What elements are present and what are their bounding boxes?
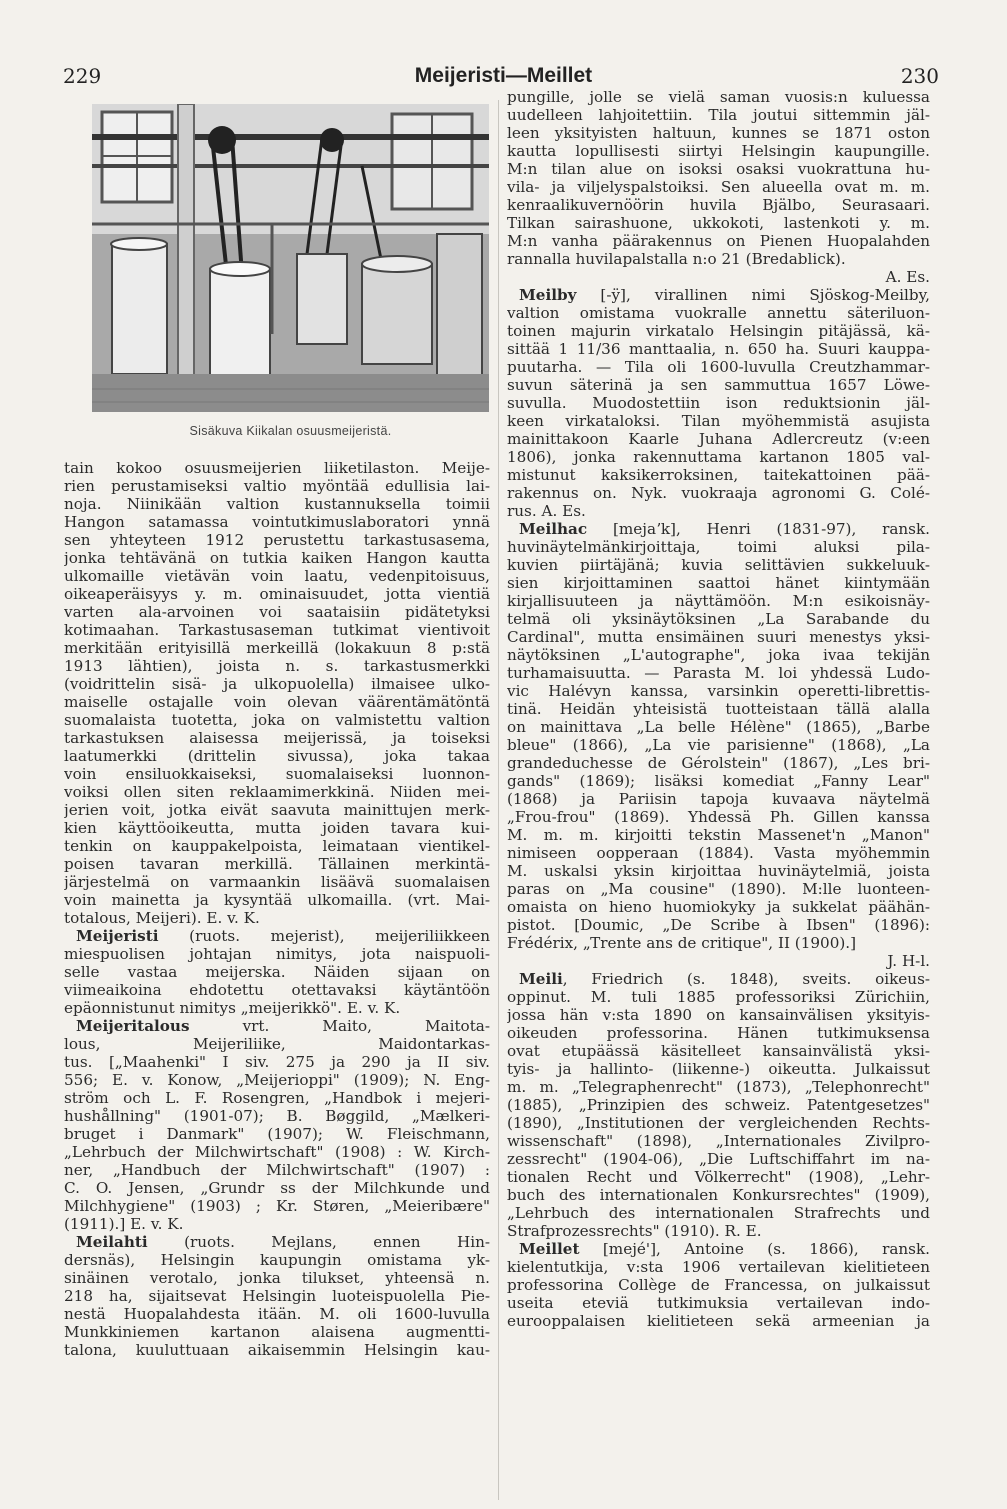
text-line: bruget i Danmark" (1907); W. Fleischmann, bbox=[64, 1125, 490, 1143]
text-line: kotimaahan. Tarkastusaseman tutkimat vientivoit bbox=[64, 621, 490, 639]
text-line: on mainittava „La belle Hélène" (1865), „Barbe bbox=[507, 718, 930, 736]
text-line: kien käyttöoikeutta, mutta joiden tavara kui- bbox=[64, 819, 490, 837]
text-line: kenraalikuvernöörin huvila Bjälbo, Seurasaari. bbox=[507, 196, 930, 214]
text-line: rien perustamiseksi valtio myöntää edullisia lai- bbox=[64, 477, 490, 495]
figure-caption: Sisäkuva Kiikalan osuusmeijeristä. bbox=[189, 424, 392, 438]
text-line: (1868) ja Pariisin tapoja kuvaava näytelmä bbox=[507, 790, 930, 808]
text-line: lous, Meijeriliike, Maidontarkas- bbox=[64, 1035, 490, 1053]
text-line: ner, „Handbuch der Milchwirtschaft" (1907) : bbox=[64, 1161, 490, 1179]
headword: Meilhac bbox=[519, 520, 588, 538]
text-line: hushållning" (1901-07); B. Bøggild, „Mælkeri- bbox=[64, 1107, 490, 1125]
text-line: 218 ha, sijaitsevat Helsingin luoteispuolella Pie- bbox=[64, 1287, 490, 1305]
text-line: Meijeritalous vrt. Maito, Maitota- bbox=[76, 1017, 490, 1035]
text-line: bleue" (1866), „La vie parisienne" (1868), „La bbox=[507, 736, 930, 754]
text-line: M. uskalsi yksin kirjoittaa huvinäytelmiä, joista bbox=[507, 862, 930, 880]
text-line: telmä oli yksinäytöksinen „La Sarabande du bbox=[507, 610, 930, 628]
text-line: valtion omistama vuokralle annettu säteriluon- bbox=[507, 304, 930, 322]
text-line: ström och L. F. Rosengren, „Handbok i mejeri- bbox=[64, 1089, 490, 1107]
text-line: sittää 1 11/36 manttaalia, n. 650 ha. Suuri kauppa- bbox=[507, 340, 930, 358]
text-line: Hangon satamassa vointutkimuslaboratori ynnä bbox=[64, 513, 490, 531]
text-line: selle vastaa meijerska. Näiden sijaan on bbox=[64, 963, 490, 981]
text-line: uudelleen lahjoitettiin. Tila joutui sittemmin jäl- bbox=[507, 106, 930, 124]
text-line: zessrecht" (1904-06), „Die Luftschiffahrt im na- bbox=[507, 1150, 930, 1168]
text-line: rus. A. Es. bbox=[507, 502, 586, 520]
headword: Meilby bbox=[519, 286, 577, 304]
text-line: turhamaisuutta. — Parasta M. loi yhdessä Ludo- bbox=[507, 664, 930, 682]
text-line: sen yhteyteen 1912 perustettu tarkastusasema, bbox=[64, 531, 490, 549]
text-line: rannalla huvilapalstalla n:o 21 (Bredablick). bbox=[507, 250, 846, 268]
text-line: A. Es. bbox=[885, 268, 930, 286]
text-line: 1913 lähtien), joista n. s. tarkastusmerkki bbox=[64, 657, 490, 675]
text-line: (1890), „Institutionen der vergleichenden Rechts- bbox=[507, 1114, 930, 1132]
text-line: Munkkiniemen kartanon alaisena augmentti- bbox=[64, 1323, 490, 1341]
text-line: buch des internationalen Konkursrechtes" (1909), bbox=[507, 1186, 930, 1204]
text-line: (1885), „Prinzipien des schweiz. Patentgesetzes" bbox=[507, 1096, 930, 1114]
text-line: keen virkataloksi. Tilan myöhemmistä asujista bbox=[507, 412, 930, 430]
right-column bbox=[507, 88, 930, 1330]
text-line: toinen majurin virkatalo Helsingin pitäjässä, kä- bbox=[507, 322, 930, 340]
left-column bbox=[64, 459, 490, 1359]
text-line: voin mainetta ja kysyntää ulkomailla. (vrt. Mai- bbox=[64, 891, 490, 909]
text-line: pungille, jolle se vielä saman vuosis:n kuluessa bbox=[507, 88, 930, 106]
text-line: ulkomaille vietävän voin laatu, vedenpitoisuus, bbox=[64, 567, 490, 585]
text-line: oppinut. M. tuli 1885 professoriksi Zürichiin, bbox=[507, 988, 930, 1006]
text-line: noja. Niinikään valtion kustannuksella toimii bbox=[64, 495, 490, 513]
text-line: Cardinal", mutta ensimäinen suuri menestys yksi- bbox=[507, 628, 930, 646]
text-line: maiselle ostajalle voin olevan väärentämätöntä bbox=[64, 693, 490, 711]
text-line: poisen tavaran merkillä. Tällainen merkintä- bbox=[64, 855, 490, 873]
text-line: Meilby [-ÿ], virallinen nimi Sjöskog-Meilby, bbox=[519, 286, 930, 304]
text-line: suvun säterinä ja sen sammuttua 1657 Löwe- bbox=[507, 376, 930, 394]
text-line: huvinäytelmänkirjoittaja, toimi aluksi pila- bbox=[507, 538, 930, 556]
text-line: Meilahti (ruots. Mejlans, ennen Hin- bbox=[76, 1233, 490, 1251]
text-line: voiksi ollen siten reklaamimerkkinä. Niiden mei- bbox=[64, 783, 490, 801]
text-line: laatumerkki (drittelin sivussa), joka takaa bbox=[64, 747, 490, 765]
page-number-right: 230 bbox=[900, 64, 939, 88]
text-line: suvulla. Muodostettiin ison reduktsionin jäl- bbox=[507, 394, 930, 412]
text-line: näytöksinen „L'autographe", joka ivaa tekijän bbox=[507, 646, 930, 664]
text-line: wissenschaft" (1898), „Internationales Zivilpro- bbox=[507, 1132, 930, 1150]
text-line: Meillet [mejé'], Antoine (s. 1866), ransk. bbox=[519, 1240, 930, 1258]
text-line: kautta lopullisesti siirtyi Helsingin kaupungille. bbox=[507, 142, 930, 160]
text-line: useita eteviä tutkimuksia vertailevan indo- bbox=[507, 1294, 930, 1312]
text-line: varten ala-arvoinen voi saataisiin pidätetyksi bbox=[64, 603, 490, 621]
text-line: rakennus on. Nyk. vuokraaja agronomi G. Colé- bbox=[507, 484, 930, 502]
text-line: ovat etupäässä käsitelleet kansainvälistä yksi- bbox=[507, 1042, 930, 1060]
text-line: Frédérix, „Trente ans de critique", II (1900).] bbox=[507, 934, 857, 952]
headword: Meijeristi bbox=[76, 927, 159, 945]
text-line: M:n vanha päärakennus on Pienen Huopalahden bbox=[507, 232, 930, 250]
text-line: mistunut kaksikerroksinen, taitekattoinen pää- bbox=[507, 466, 930, 484]
text-line: kielentutkija, v:sta 1906 vertailevan kielitieteen bbox=[507, 1258, 930, 1276]
text-line: „Lehrbuch des internationalen Strafrechts und bbox=[507, 1204, 930, 1222]
text-line: tarkastuksen alaisessa meijerissä, ja toiseksi bbox=[64, 729, 490, 747]
photo-illustration bbox=[92, 104, 489, 412]
text-line: viimeaikoina ehdotettu otettavaksi käytäntöön bbox=[64, 981, 490, 999]
text-line: eurooppalaisen kielitieteen sekä armeenian ja bbox=[507, 1312, 930, 1330]
running-title: Meijeristi—Meillet bbox=[414, 64, 593, 87]
text-line: järjestelmä on varmaankin lisäävä suomalaisen bbox=[64, 873, 490, 891]
text-line: J. H-l. bbox=[887, 952, 930, 970]
text-line: Tilkan sairashuone, ukkokoti, lastenkoti y. m. bbox=[507, 214, 930, 232]
text-line: m. m. „Telegraphenrecht" (1873), „Telephonrecht" bbox=[507, 1078, 930, 1096]
text-line: oikeuden professorina. Hänen tutkimuksensa bbox=[507, 1024, 930, 1042]
text-line: (1911).] E. v. K. bbox=[64, 1215, 184, 1233]
text-line: 1806), jonka rakennuttama kartanon 1805 val- bbox=[507, 448, 930, 466]
text-line: epäonnistunut nimitys „meijerikkö". E. v. K. bbox=[64, 999, 401, 1017]
text-line: kirjallisuuteen ja näyttämöön. M:n esikoisnäy- bbox=[507, 592, 930, 610]
text-line: Milchhygiene" (1903) ; Kr. Støren, „Meieribære" bbox=[64, 1197, 490, 1215]
text-line: professorina Collège de Francessa, on julkaissut bbox=[507, 1276, 930, 1294]
text-line: tinä. Heidän yhteisistä tuotteistaan tällä alalla bbox=[507, 700, 930, 718]
page-number-left: 229 bbox=[63, 64, 102, 88]
text-line: sinäinen verotalo, jonka tilukset, yhteensä n. bbox=[64, 1269, 490, 1287]
text-line: Meijeristi (ruots. mejerist), meijeriliikkeen bbox=[76, 927, 490, 945]
headword: Meili bbox=[519, 970, 563, 988]
text-line: (voidrittelin sisä- ja ulkopuolella) ilmaisee ulko- bbox=[64, 675, 490, 693]
column-divider bbox=[498, 100, 499, 1500]
text-line: grandeduchesse de Gérolstein" (1867), „Les bri- bbox=[507, 754, 930, 772]
text-line: jerien voit, jotka eivät saavuta mainittujen merk- bbox=[64, 801, 490, 819]
text-line: paras on „Ma cousine" (1890). M:lle luonteen- bbox=[507, 880, 930, 898]
text-line: talona, kuuluttuaan aikaisemmin Helsingin kau- bbox=[64, 1341, 490, 1359]
text-line: M. m. m. kirjoitti tekstin Massenet'n „Manon" bbox=[507, 826, 930, 844]
text-line: nestä Huopalahdesta itään. M. oli 1600-luvulla bbox=[64, 1305, 490, 1323]
text-line: jossa hän v:sta 1890 on kansainvälisen yksityis- bbox=[507, 1006, 930, 1024]
headword: Meillet bbox=[519, 1240, 580, 1258]
text-line: M:n tilan alue on isoksi osaksi vuokrattuna hu- bbox=[507, 160, 930, 178]
text-line: miespuolisen johtajan nimitys, jota naispuoli- bbox=[64, 945, 490, 963]
text-line: vila- ja viljelyspalstoiksi. Sen alueella ovat m. m. bbox=[507, 178, 930, 196]
text-line: sien kirjoittaminen saattoi hänet kiintymään bbox=[507, 574, 930, 592]
text-line: 556; E. v. Konow, „Meijerioppi" (1909); N. Eng- bbox=[64, 1071, 490, 1089]
text-line: oikeaperäisyys y. m. ominaisuudet, jotta vientiä bbox=[64, 585, 490, 603]
text-line: voin ensiluokkaiseksi, suomalaiseksi luonnon- bbox=[64, 765, 490, 783]
text-line: Meilhac [mejaʼk], Henri (1831-97), ransk. bbox=[519, 520, 930, 538]
text-line: leen yksityisten haltuun, kunnes se 1871 oston bbox=[507, 124, 930, 142]
text-line: dersnäs), Helsingin kaupungin omistama yk- bbox=[64, 1251, 490, 1269]
text-line: mainittakoon Kaarle Juhana Adlercreutz (v:een bbox=[507, 430, 930, 448]
text-line: vic Halévyn kanssa, varsinkin operetti-librettis- bbox=[507, 682, 930, 700]
text-line: tionalen Recht und Völkerrecht" (1908), „Lehr- bbox=[507, 1168, 930, 1186]
text-line: C. O. Jensen, „Grundr ss der Milchkunde und bbox=[64, 1179, 490, 1197]
text-line: Meili, Friedrich (s. 1848), sveits. oikeus- bbox=[519, 970, 930, 988]
text-line: omaista on hieno huomiokyky ja sukkelat päähän- bbox=[507, 898, 930, 916]
text-line: suomalaista tuotetta, joka on valmistettu valtion bbox=[64, 711, 490, 729]
text-line: gands" (1869); lisäksi komediat „Fanny Lear" bbox=[507, 772, 930, 790]
text-line: nimiseen oopperaan (1884). Vasta myöhemmin bbox=[507, 844, 930, 862]
text-line: tus. [„Maahenki" I siv. 275 ja 290 ja II siv. bbox=[64, 1053, 490, 1071]
headword: Meijeritalous bbox=[76, 1017, 190, 1035]
text-line: jonka tehtävänä on tutkia kaiken Hangon kautta bbox=[64, 549, 490, 567]
text-line: puutarha. — Tila oli 1600-luvulla Creutzhammar- bbox=[507, 358, 930, 376]
dairy-interior-photo bbox=[92, 104, 489, 412]
text-line: totalous, Meijeri). E. v. K. bbox=[64, 909, 260, 927]
headword: Meilahti bbox=[76, 1233, 148, 1251]
text-line: pistot. [Doumic, „De Scribe à Ibsen" (1896): bbox=[507, 916, 930, 934]
text-line: tyis- ja hallinto- (liikenne-) oikeutta. Julkaissut bbox=[507, 1060, 930, 1078]
text-line: kuvien piirtäjänä; kuvia selittävien sukkeluuk- bbox=[507, 556, 930, 574]
text-line: „Lehrbuch der Milchwirtschaft" (1908) : W. Kirch- bbox=[64, 1143, 490, 1161]
text-line: tain kokoo osuusmeijerien liiketilaston. Meije- bbox=[64, 459, 490, 477]
text-line: tenkin on kauppakelpoista, leimataan vientikel- bbox=[64, 837, 490, 855]
text-line: merkitään erityisillä merkeillä (lokakuun 8 p:stä bbox=[64, 639, 490, 657]
text-line: Strafprozessrechts" (1910). R. E. bbox=[507, 1222, 762, 1240]
text-line: „Frou-frou" (1869). Yhdessä Ph. Gillen kanssa bbox=[507, 808, 930, 826]
